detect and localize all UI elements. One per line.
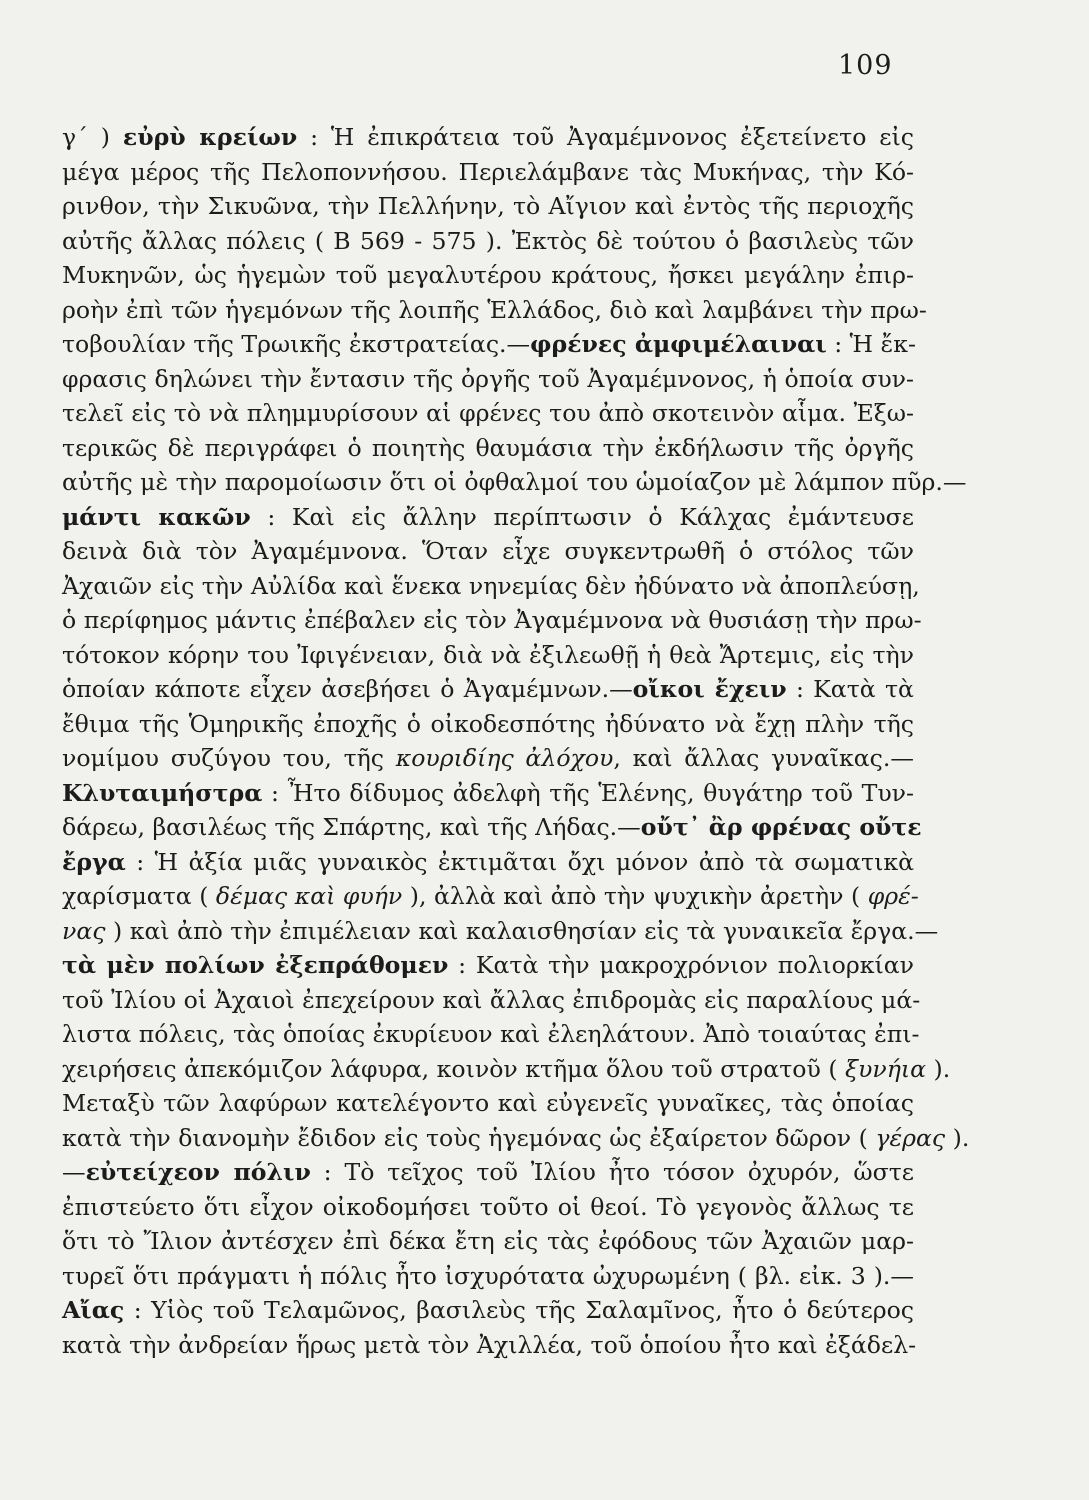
quoted-term: δέμας καὶ φυήν bbox=[215, 882, 403, 910]
text-segment: τοβουλίαν τῆς Τρωικῆς ἐκστρατείας.— bbox=[62, 330, 531, 358]
text-line bbox=[62, 189, 914, 224]
lemma-term: εὐρὺ κρείων bbox=[122, 123, 298, 151]
text-segment: μέγα μέρος τῆς Πελοποννήσου. Περιελάμβανε τὰς Μυκήνας, τὴν Κό- bbox=[62, 157, 914, 186]
text-segment: : Ἦτο δίδυμος ἀδελφὴ τῆς Ἑλένης, θυγάτηρ τοῦ Τυν- bbox=[262, 778, 914, 807]
text-line bbox=[62, 776, 914, 811]
commentary-text bbox=[62, 120, 970, 1362]
text-segment: κατὰ τὴν ἀνδρείαν ἥρως μετὰ τὸν Ἀχιλλέα, τοῦ ὁποίου ἦτο καὶ ἐξάδελ- bbox=[62, 1330, 917, 1359]
text-segment: Μυκηνῶν, ὡς ἡγεμὼν τοῦ μεγαλυτέρου κράτους, ἤσκει μεγάλην ἐπιρ- bbox=[62, 261, 914, 289]
lemma-term: ἔργα bbox=[62, 847, 126, 876]
text-line bbox=[62, 1155, 914, 1190]
text-segment: τοῦ Ἰλίου οἱ Ἀχαιοὶ ἐπεχείρουν καὶ ἄλλας ἐπιδρομὰς εἰς παραλίους μά- bbox=[62, 985, 921, 1014]
lemma-term: φρένες ἀμφιμέλαιναι bbox=[530, 330, 827, 358]
text-line bbox=[62, 603, 922, 638]
text-line bbox=[62, 534, 914, 569]
text-segment: : Τὸ τεῖχος τοῦ Ἰλίου ἦτο τόσον ὀχυρόν, ὥστε bbox=[310, 1158, 914, 1186]
text-segment: : Κατὰ τὴν μακροχρόνιον πολιορκίαν bbox=[448, 951, 914, 979]
text-line bbox=[62, 396, 914, 431]
text-segment: ). bbox=[926, 1054, 951, 1083]
text-segment: ὁ περίφημος μάντις ἐπέβαλεν εἰς τὸν Ἀγαμέμνονα νὰ θυσιάσῃ τὴν πρω- bbox=[62, 606, 922, 634]
text-line bbox=[62, 672, 914, 707]
text-segment: : Ἡ ἐπικράτεια τοῦ Ἀγαμέμνονος ἐξετείνετο εἰς bbox=[297, 123, 914, 151]
text-line bbox=[62, 1121, 970, 1156]
text-segment: : Κατὰ τὰ bbox=[786, 675, 914, 703]
quoted-term: νας bbox=[62, 916, 106, 945]
text-line bbox=[62, 465, 967, 500]
text-segment: : Ἡ ἀξία μιᾶς γυναικὸς ἐκτιμᾶται ὄχι μόνον ἀπὸ τὰ σωματικὰ bbox=[125, 847, 914, 876]
lemma-term: Κλυταιμήστρα bbox=[62, 778, 263, 807]
quoted-term: φρέ- bbox=[867, 882, 919, 910]
text-line bbox=[62, 258, 914, 293]
text-line bbox=[62, 810, 922, 845]
text-line bbox=[62, 1328, 917, 1363]
text-segment: κατὰ τὴν διανομὴν ἔδιδον εἰς τοὺς ἡγεμόνας ὡς ἐξαίρετον δῶρον ( bbox=[62, 1123, 876, 1152]
text-line bbox=[62, 638, 914, 673]
text-line bbox=[62, 1293, 914, 1328]
text-segment: αὐτῆς μὲ τὴν παρομοίωσιν ὅτι οἱ ὀφθαλμοί του ὡμοίαζον μὲ λάμπον πῦρ.— bbox=[62, 468, 967, 496]
lemma-term: οὔτ᾽ ἂρ φρένας οὔτε bbox=[640, 813, 922, 841]
quoted-term: ξυνήια bbox=[845, 1054, 927, 1083]
text-line bbox=[62, 948, 914, 983]
text-segment: ὁποίαν κάποτε εἶχεν ἀσεβήσει ὁ Ἀγαμέμνων.— bbox=[62, 675, 633, 703]
text-line bbox=[62, 707, 914, 742]
text-line bbox=[62, 500, 914, 535]
text-segment: ). bbox=[945, 1123, 970, 1152]
text-line bbox=[62, 431, 914, 466]
text-line bbox=[62, 1086, 914, 1121]
text-line bbox=[62, 1224, 914, 1259]
text-line bbox=[62, 914, 939, 949]
text-segment: Μεταξὺ τῶν λαφύρων κατελέγοντο καὶ εὐγενεῖς γυναῖκες, τὰς ὁποίας bbox=[62, 1089, 914, 1117]
quoted-term: γέρας bbox=[875, 1123, 946, 1152]
text-segment: φρασις δηλώνει τὴν ἔντασιν τῆς ὀργῆς τοῦ Ἀγαμέμνονος, ἡ ὁποία συν- bbox=[62, 364, 914, 393]
text-line bbox=[62, 1017, 920, 1052]
text-line bbox=[62, 362, 914, 397]
text-segment: ἔθιμα τῆς Ὁμηρικῆς ἐποχῆς ὁ οἰκοδεσπότης ἠδύνατο νὰ ἔχῃ πλὴν τῆς bbox=[62, 709, 914, 738]
text-segment: γ΄ ) bbox=[62, 123, 123, 151]
lemma-term: τὰ μὲν πολίων ἐξεπράθομεν bbox=[62, 951, 449, 979]
text-line bbox=[62, 327, 914, 362]
lemma-term: οἴκοι ἔχειν bbox=[632, 675, 787, 703]
text-segment: τότοκον κόρην του Ἰφιγένειαν, διὰ νὰ ἐξιλεωθῇ ἡ θεὰ Ἄρτεμις, εἰς τὴν bbox=[62, 640, 914, 669]
text-segment: ὅτι τὸ Ἴλιον ἀντέσχεν ἐπὶ δέκα ἔτη εἰς τὰς ἐφόδους τῶν Ἀχαιῶν μαρ- bbox=[62, 1227, 914, 1255]
text-line bbox=[62, 983, 921, 1018]
lemma-term: Αἴας bbox=[62, 1296, 125, 1324]
lemma-term: μάντι κακῶν bbox=[62, 502, 251, 531]
text-segment: — bbox=[62, 1158, 86, 1186]
quoted-term: κουριδίης ἀλόχου bbox=[395, 744, 614, 772]
text-segment: τελεῖ εἰς τὸ νὰ πλημμυρίσουν αἱ φρένες του ἀπὸ σκοτεινὸν αἷμα. Ἐξω- bbox=[62, 399, 914, 427]
text-segment: αὐτῆς ἄλλας πόλεις ( B 569 - 575 ). Ἐκτὸς δὲ τούτου ὁ βασιλεὺς τῶν bbox=[62, 226, 914, 255]
text-segment: χαρίσματα ( bbox=[62, 882, 216, 910]
text-segment: ), ἀλλὰ καὶ ἀπὸ τὴν ψυχικὴν ἀρετὴν ( bbox=[402, 882, 868, 910]
text-line bbox=[62, 845, 914, 880]
text-segment: χειρήσεις ἀπεκόμιζον λάφυρα, κοινὸν κτῆμα ὅλου τοῦ στρατοῦ ( bbox=[62, 1054, 846, 1083]
lemma-term: εὐτείχεον πόλιν bbox=[85, 1158, 311, 1186]
page-number: 109 bbox=[838, 50, 893, 81]
text-line bbox=[62, 569, 920, 604]
text-line bbox=[62, 1052, 951, 1087]
text-segment: νομίμου συζύγου του, τῆς bbox=[62, 744, 396, 772]
text-segment: ρινθον, τὴν Σικυῶνα, τὴν Πελλήνην, τὸ Αἴγιον καὶ ἐντὸς τῆς περιοχῆς bbox=[62, 192, 914, 220]
text-line bbox=[62, 224, 914, 259]
text-segment: δεινὰ διὰ τὸν Ἀγαμέμνονα. Ὅταν εἶχε συγκεντρωθῆ ὁ στόλος τῶν bbox=[62, 537, 914, 565]
text-line bbox=[62, 120, 914, 155]
text-segment: δάρεω, βασιλέως τῆς Σπάρτης, καὶ τῆς Λήδας.— bbox=[62, 813, 641, 841]
text-line bbox=[62, 155, 914, 190]
text-segment: : Υἱὸς τοῦ Τελαμῶνος, βασιλεὺς τῆς Σαλαμῖνος, ἦτο ὁ δεύτερος bbox=[124, 1296, 914, 1324]
text-segment: , καὶ ἄλλας γυναῖκας.— bbox=[613, 744, 914, 772]
text-line bbox=[62, 293, 927, 328]
text-line bbox=[62, 879, 919, 914]
text-segment: ) καὶ ἀπὸ τὴν ἐπιμέλειαν καὶ καλαισθησίαν εἰς τὰ γυναικεῖα ἔργα.— bbox=[105, 916, 939, 945]
text-segment: τυρεῖ ὅτι πράγματι ἡ πόλις ἦτο ἰσχυρότατα ὠχυρωμένη ( βλ. εἰκ. 3 ).— bbox=[62, 1261, 914, 1290]
text-segment: λιστα πόλεις, τὰς ὁποίας ἐκυρίευον καὶ ἐλεηλάτουν. Ἀπὸ τοιαύτας ἐπι- bbox=[62, 1020, 920, 1048]
text-segment: ροὴν ἐπὶ τῶν ἡγεμόνων τῆς λοιπῆς Ἑλλάδος, διὸ καὶ λαμβάνει τὴν πρω- bbox=[62, 295, 927, 324]
text-line bbox=[62, 741, 914, 776]
text-segment: ἐπιστεύετο ὅτι εἶχον οἰκοδομήσει τοῦτο οἱ θεοί. Τὸ γεγονὸς ἄλλως τε bbox=[62, 1192, 914, 1221]
text-segment: Ἀχαιῶν εἰς τὴν Αὐλίδα καὶ ἕνεκα νηνεμίας δὲν ἠδύνατο νὰ ἀποπλεύσῃ, bbox=[62, 571, 920, 600]
text-segment: : Ἡ ἔκ- bbox=[826, 330, 916, 358]
text-segment: : Καὶ εἰς ἄλλην περίπτωσιν ὁ Κάλχας ἐμάντευσε bbox=[250, 502, 914, 531]
text-line bbox=[62, 1190, 914, 1225]
text-segment: τερικῶς δὲ περιγράφει ὁ ποιητὴς θαυμάσια τὴν ἐκδήλωσιν τῆς ὀργῆς bbox=[62, 433, 914, 462]
text-line bbox=[62, 1259, 914, 1294]
